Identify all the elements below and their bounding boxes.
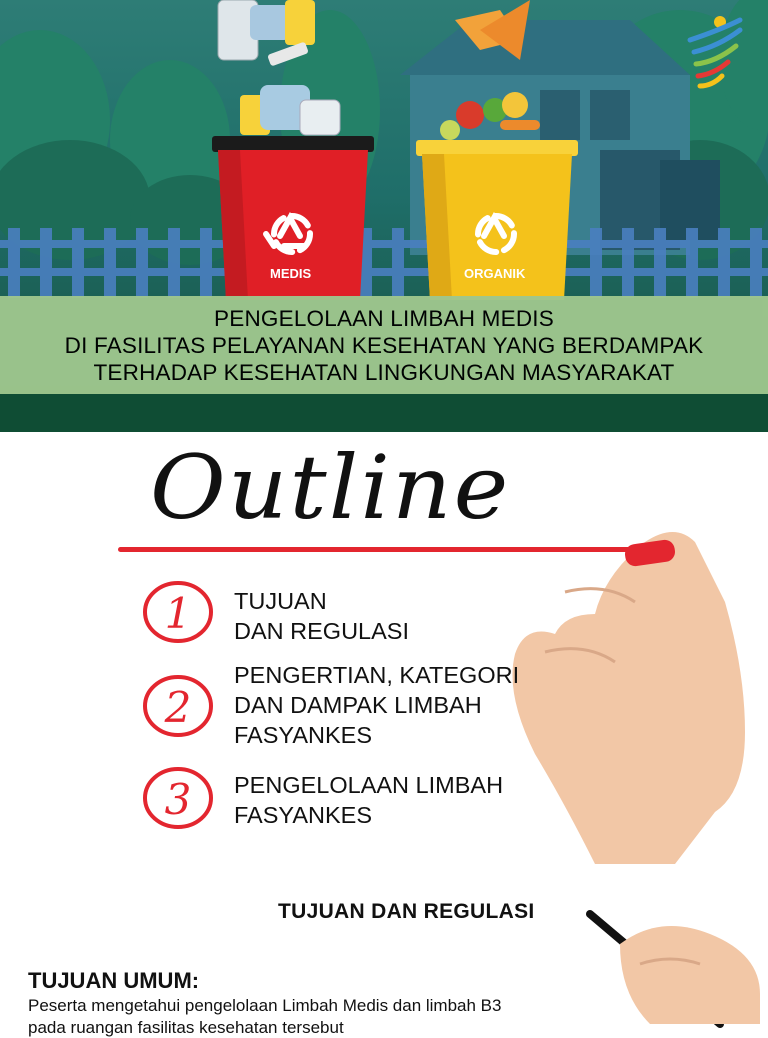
bottom-band bbox=[0, 394, 768, 432]
title-band bbox=[0, 296, 768, 394]
outline-item-3-line-2: FASYANKES bbox=[234, 802, 373, 828]
number-3-badge bbox=[142, 766, 214, 830]
medical-bin-label: MEDIS bbox=[270, 266, 312, 281]
outline-title: Outline bbox=[150, 436, 511, 539]
outline-item-3-line-1: PENGELOLAAN LIMBAH bbox=[234, 772, 504, 798]
number-2-badge bbox=[142, 674, 214, 738]
title-line-3: TERHADAP KESEHATAN LINGKUNGAN MASYARAKAT bbox=[93, 359, 675, 385]
outline-slide bbox=[0, 432, 768, 864]
outline-item-2-line-2: DAN DAMPAK LIMBAH bbox=[234, 692, 482, 718]
organic-bin-label: ORGANIK bbox=[464, 266, 526, 281]
hand-pen-illustration bbox=[580, 914, 768, 1024]
objectives-slide bbox=[0, 864, 768, 1037]
number-1-badge bbox=[142, 580, 214, 644]
number-2-text: 2 bbox=[164, 683, 192, 732]
outline-item-1-line-2: DAN REGULASI bbox=[234, 618, 409, 644]
number-1-text: 1 bbox=[164, 589, 192, 638]
title-line-1: PENGELOLAAN LIMBAH MEDIS bbox=[214, 305, 554, 331]
objective-text-cut: pada ruangan fasilitas kesehatan tersebut bbox=[28, 1018, 344, 1037]
objective-text: Peserta mengetahui pengelolaan Limbah Medis dan limbah B3 bbox=[28, 996, 502, 1015]
outline-item-1-line-1: TUJUAN bbox=[234, 588, 327, 614]
number-3-text: 3 bbox=[164, 775, 192, 824]
hand-marker-illustration bbox=[505, 472, 755, 864]
outline-item-2-line-1: PENGERTIAN, KATEGORI bbox=[234, 662, 520, 688]
cover-slide bbox=[0, 0, 768, 432]
outline-item-2-line-3: FASYANKES bbox=[234, 722, 373, 748]
title-line-2: DI FASILITAS PELAYANAN KESEHATAN YANG BERDAMPAK bbox=[64, 332, 704, 358]
general-objective-label: TUJUAN UMUM: bbox=[28, 968, 200, 993]
section-heading: TUJUAN DAN REGULASI bbox=[278, 900, 535, 923]
